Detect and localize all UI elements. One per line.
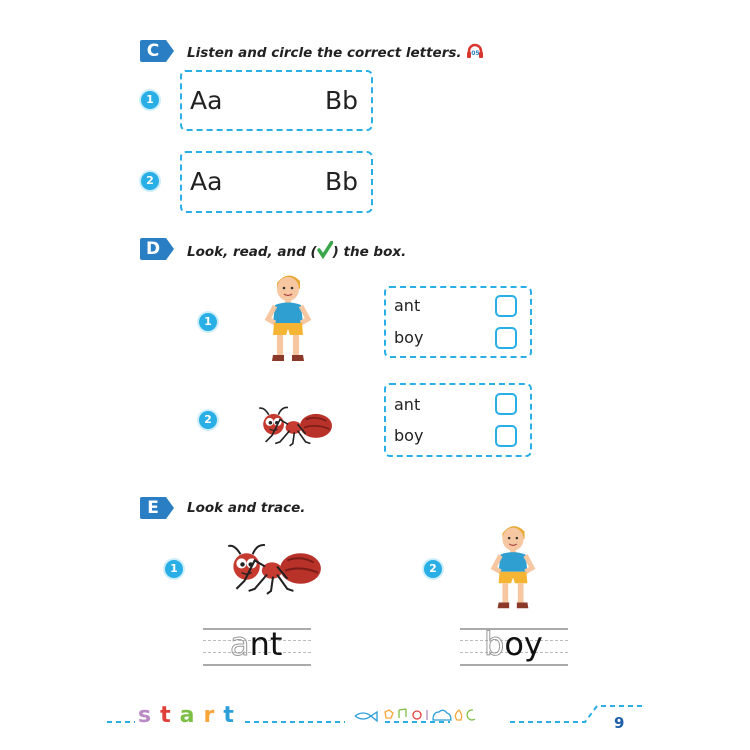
item-number: 2 — [424, 560, 442, 578]
checkbox-ant[interactable] — [495, 393, 517, 415]
section-d-instruction: Look, read, and ( ) the box. — [187, 241, 406, 260]
section-d-badge: D — [140, 238, 174, 260]
item-number: 1 — [165, 560, 183, 578]
section-e-badge: E — [140, 497, 174, 519]
traced-letter: b — [484, 625, 505, 663]
word-option: boy — [394, 328, 424, 347]
checkmark-icon — [317, 241, 333, 257]
word-option: ant — [394, 296, 421, 315]
section-c-instruction: Listen and circle the correct letters. 05 — [187, 43, 484, 61]
checkbox-boy[interactable] — [495, 327, 517, 349]
boy-picture — [489, 520, 537, 612]
item-number: 1 — [199, 313, 217, 331]
ant-picture — [214, 540, 326, 596]
traced-letter: a — [230, 625, 250, 663]
section-c-badge: C — [140, 40, 174, 62]
letter-option[interactable]: Bb — [325, 86, 359, 115]
ant-picture — [248, 398, 336, 453]
checkbox-ant[interactable] — [495, 295, 517, 317]
word-check-box — [384, 286, 532, 358]
start-lettering: s t a r t — [138, 703, 234, 728]
checkbox-boy[interactable] — [495, 425, 517, 447]
word-option: ant — [394, 395, 421, 414]
trace-line-boy[interactable] — [460, 625, 568, 666]
boy-picture — [263, 271, 313, 363]
letter-option[interactable]: Aa — [190, 86, 223, 115]
trace-line-ant[interactable] — [203, 625, 311, 666]
item-number: 2 — [199, 411, 217, 429]
decorative-doodle-icons — [355, 709, 475, 721]
letter-option[interactable]: Aa — [190, 167, 223, 196]
audio-headphones-icon[interactable]: 05 — [466, 43, 484, 59]
word-option: boy — [394, 426, 424, 445]
printed-letters: nt — [249, 625, 283, 663]
item-number: 2 — [141, 172, 159, 190]
letter-option[interactable]: Bb — [325, 167, 359, 196]
item-number: 1 — [141, 91, 159, 109]
word-check-box — [384, 383, 532, 457]
page-number: 9 — [614, 714, 625, 732]
letter-choice-box — [180, 151, 373, 213]
letter-choice-box — [180, 70, 373, 131]
section-e-instruction: Look and trace. — [187, 500, 306, 516]
printed-letters: oy — [504, 625, 543, 663]
